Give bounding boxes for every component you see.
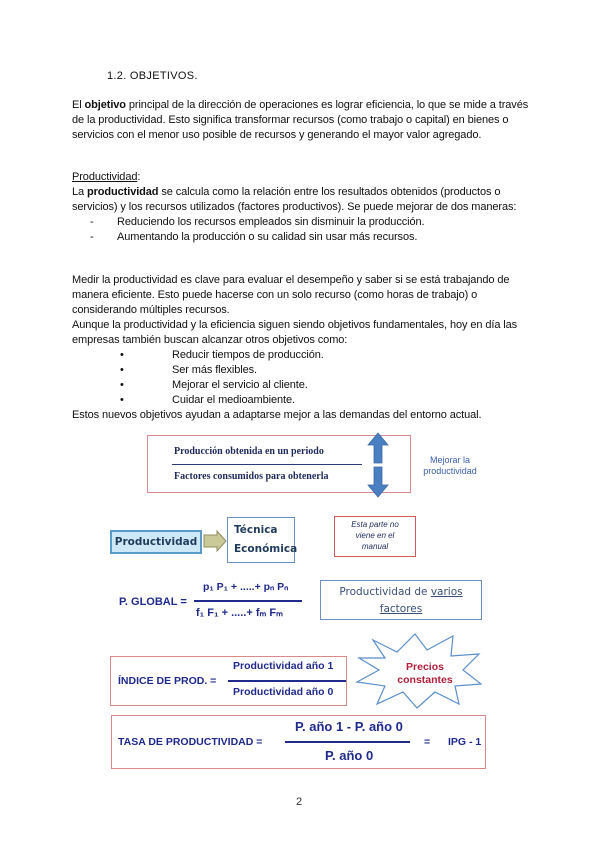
title-colon: :: [137, 171, 141, 183]
list-item-text: Reducir tiempos de producción.: [172, 349, 324, 361]
rate-result: IPG - 1: [448, 736, 482, 748]
equals-sign: =: [424, 736, 431, 748]
side-label-line-2: productividad: [423, 466, 477, 476]
list-item: [72, 363, 532, 378]
ratio-numerator: Producción obtenida en un periodo: [174, 446, 324, 457]
list-item: [72, 348, 532, 363]
page-number: 2: [296, 796, 303, 808]
callout-line-2: constantes: [397, 674, 453, 686]
dash-marker: -: [90, 231, 94, 243]
box-prefix: Productividad de: [339, 586, 431, 598]
global-productivity-label: P. GLOBAL =: [119, 596, 187, 608]
precios-constantes-callout: [395, 661, 455, 687]
mejorar-productividad-label: [420, 455, 480, 477]
other-objectives-list: [72, 348, 532, 408]
improvement-ways-list: [72, 215, 532, 245]
economica-label: Económica: [234, 543, 298, 555]
side-label-line-1: Mejorar la: [429, 455, 470, 465]
other-objectives-intro: Aunque la productividad y la eficiencia siguen siendo objetivos fundamentales, hoy en día las empresas también buscan alcanzar otros objetivos como:: [72, 319, 518, 346]
productividad-bold-term: productividad: [87, 186, 159, 198]
bullet-marker: •: [120, 349, 124, 361]
productividad-section: [72, 170, 532, 245]
bullet-marker: •: [120, 364, 124, 376]
box-underlined-factores: factores: [379, 603, 423, 615]
list-item-text: Cuidar el medioambiente.: [172, 394, 295, 406]
rate-denominator: P. año 0: [325, 748, 374, 763]
dash-marker: -: [90, 216, 94, 228]
productividad-prefix: La: [72, 186, 87, 198]
index-label: ÍNDICE DE PROD. =: [118, 675, 217, 687]
note-line-3: manual: [361, 542, 389, 551]
fraction-line: [172, 464, 362, 465]
index-numerator: Productividad año 1: [233, 660, 334, 672]
list-item: [72, 230, 532, 245]
rate-numerator: P. año 1 - P. año 0: [295, 719, 403, 734]
list-item-text: Aumentando la producción o su calidad sin usar más recursos.: [117, 231, 418, 243]
callout-line-1: Precios: [406, 661, 444, 673]
arrow-up-icon: [367, 432, 389, 464]
section-heading: 1.2. OBJETIVOS.: [107, 70, 198, 82]
list-item-text: Reduciendo los recursos empleados sin disminuir la producción.: [117, 216, 425, 228]
fraction-line: [194, 600, 302, 602]
global-denominator: f₁ F₁ + .....+ fₘ Fₘ: [196, 607, 283, 619]
productivity-index-box: [110, 656, 347, 706]
measure-section: [72, 273, 532, 423]
bullet-marker: •: [120, 379, 124, 391]
tecnica-economica-box: [227, 517, 298, 563]
productividad-rest: se calcula como la relación entre los resultados obtenidos (productos o servicios) y los recursos utilizados (factores productivos). Se puede mejorar de dos maneras:: [72, 186, 517, 213]
intro-bold-term: objetivo: [84, 99, 126, 111]
fraction-line: [285, 741, 410, 743]
productividad-title: Productividad: [72, 171, 138, 183]
intro-rest: principal de la dirección de operaciones es lograr eficiencia, lo que se mide a través de la productividad. Esto significa transformar recursos (como trabajo o capital) en bienes o servicios con el menor uso posible de recursos y generando el mayor valor agregado.: [72, 99, 529, 141]
productivity-rate-box: [111, 715, 486, 769]
closing-paragraph: Estos nuevos objetivos ayudan a adaptarse mejor a las demandas del entorno actual.: [72, 409, 482, 421]
note-line-1: Esta parte no: [351, 520, 399, 529]
varios-factores-box: [320, 580, 482, 620]
note-line-2: viene en el: [355, 531, 395, 540]
rate-label: TASA DE PRODUCTIVIDAD =: [118, 736, 263, 748]
arrow-right-icon: [203, 530, 227, 552]
list-item: [72, 215, 532, 230]
list-item: [72, 393, 532, 408]
measure-paragraph: Medir la productividad es clave para evaluar el desempeño y saber si se está trabajando de manera eficiente. Esto puede hacerse con un solo recurso (como horas de trabajo) o considerando múltiples recursos.: [72, 274, 510, 316]
arrow-down-icon: [367, 466, 389, 498]
ratio-denominator: Factores consumidos para obtenerla: [174, 471, 329, 482]
list-item: [72, 378, 532, 393]
box-underlined-varios: varios: [430, 586, 463, 598]
fraction-line: [228, 680, 346, 682]
intro-prefix: El: [72, 99, 85, 111]
list-item-text: Ser más flexibles.: [172, 364, 258, 376]
manual-note-box: [334, 516, 416, 557]
productividad-box: Productividad: [110, 530, 202, 554]
list-item-text: Mejorar el servicio al cliente.: [172, 379, 308, 391]
tecnica-label: Técnica: [234, 524, 278, 536]
index-denominator: Productividad año 0: [233, 686, 334, 698]
bullet-marker: •: [120, 394, 124, 406]
global-numerator: p₁ P₁ + .....+ pₙ Pₙ: [203, 581, 289, 593]
intro-paragraph: [72, 98, 532, 143]
